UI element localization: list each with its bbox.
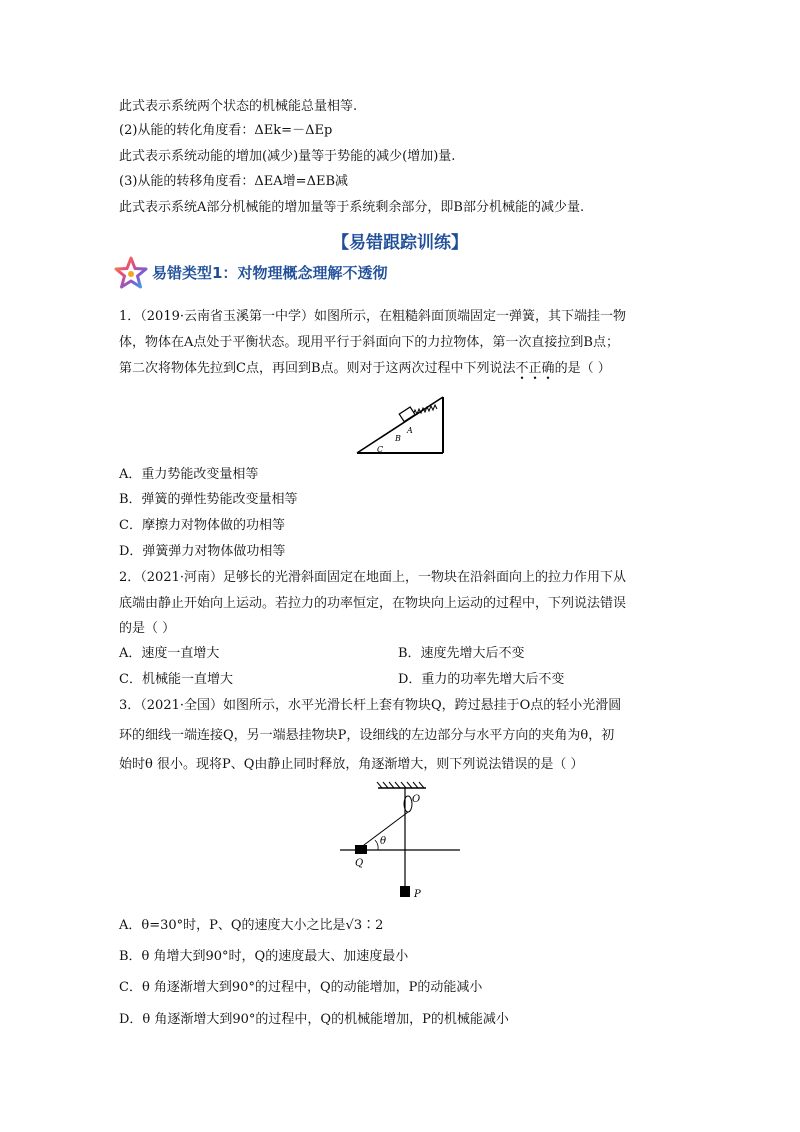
- q2-option-b: B．速度先增大后不变: [398, 646, 525, 661]
- q3-block-q: [355, 845, 367, 854]
- q1-line-3-end: 的是（ ）: [554, 361, 611, 376]
- q3-label-theta: θ: [380, 836, 387, 847]
- q3-label-q: Q: [355, 858, 364, 869]
- q2-line-1: 2．（2021·河南）足够长的光滑斜面固定在地面上，一物块在沿斜面向上的拉力作用下从: [119, 570, 626, 585]
- q1-line-3-start: 第二次将物体先拉到C点，再回到B点。则对于这两次过程中下列说法: [119, 361, 516, 376]
- q2-option-a: A．速度一直增大: [119, 646, 220, 661]
- q1-option-c: C．摩擦力对物体做的功相等: [119, 518, 285, 533]
- error-type-title: 易错类型1：对物理概念理解不透彻: [152, 264, 388, 282]
- q3-option-a: A．θ=30°时，P、Q的速度大小之比是√3∶2: [119, 918, 384, 933]
- q1-option-b: B．弹簧的弹性势能改变量相等: [119, 492, 298, 507]
- q3-option-c: C．θ 角逐渐增大到90°的过程中，Q的动能增加，P的动能减小: [119, 980, 483, 995]
- q3-line-1: 3．（2021·全国）如图所示，水平光滑长杆上套有物块Q，跨过悬挂于O点的轻小光滑圆: [119, 698, 622, 713]
- q3-pulley-figure: [338, 780, 463, 900]
- q3-line-2: 环的细线一端连接Q，另一端悬挂物块P，设细线的左边部分与水平方向的夹角为θ，初: [119, 728, 615, 743]
- q3-option-b: B．θ 角增大到90°时，Q的速度最大、加速度最小: [119, 949, 409, 964]
- q2-option-d: D．重力的功率先增大后不变: [398, 672, 565, 687]
- intro-line-4: (3)从能的转移角度看：ΔEA增=ΔEB减: [119, 174, 349, 189]
- section-title: 【易错跟踪训练】: [332, 233, 468, 253]
- intro-line-1: 此式表示系统两个状态的机械能总量相等.: [119, 99, 358, 114]
- q2-line-3: 的是（ ）: [119, 621, 176, 636]
- q1-option-a: A．重力势能改变量相等: [119, 467, 259, 482]
- q1-line-2: 体，物体在A点处于平衡状态。现用平行于斜面向下的力拉物体，第一次直接拉到B点；: [119, 335, 619, 350]
- q1-emphasis-char-1: 不: [515, 361, 529, 376]
- q3-option-d: D．θ 角逐渐增大到90°的过程中，Q的机械能增加，P的机械能减小: [119, 1012, 509, 1027]
- q1-label-a: A: [407, 426, 413, 435]
- q1-line-1: 1．（2019·云南省玉溪第一中学）如图所示，在粗糙斜面顶端固定一弹簧，其下端挂一物: [119, 309, 626, 324]
- q1-emphasis-char-2: 正: [528, 361, 542, 376]
- q3-line-3: 始时θ 很小。现将P、Q由静止同时释放，角逐渐增大，则下列说法错误的是（ ）: [119, 757, 584, 772]
- star-icon: [114, 256, 148, 290]
- intro-line-3: 此式表示系统动能的增加(减少)量等于势能的减少(增加)量.: [119, 149, 456, 164]
- intro-line-2: (2)从能的转化角度看：ΔEk=－ΔEp: [119, 123, 333, 138]
- q1-incline-figure: [355, 393, 450, 455]
- q3-label-o: O: [412, 794, 421, 805]
- intro-line-5: 此式表示系统A部分机械能的增加量等于系统剩余部分，即B部分机械能的减少量.: [119, 200, 585, 215]
- q3-label-p: P: [414, 889, 421, 900]
- q2-option-c: C．机械能一直增大: [119, 672, 233, 687]
- q3-block-p: [400, 886, 410, 897]
- q1-emphasis-char-3: 确: [541, 361, 555, 376]
- q1-option-d: D．弹簧弹力对物体做功相等: [119, 544, 286, 559]
- q1-line-3: [119, 360, 611, 378]
- q1-label-c: C: [377, 445, 384, 454]
- q2-line-2: 底端由静止开始向上运动。若拉力的功率恒定，在物块向上运动的过程中，下列说法错误: [119, 596, 627, 611]
- q1-label-b: B: [395, 434, 401, 443]
